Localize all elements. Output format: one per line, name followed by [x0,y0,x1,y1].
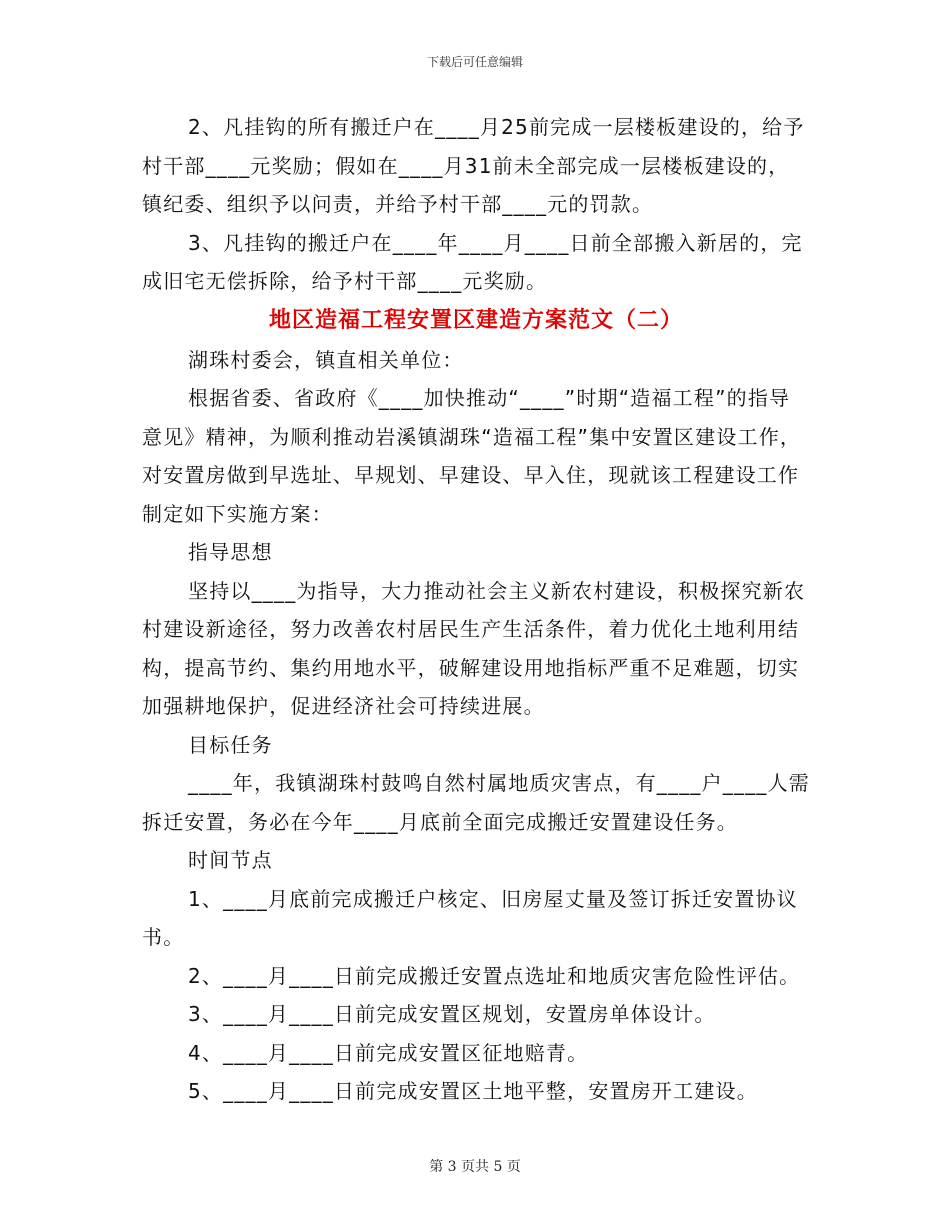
paragraph-reward-2: 2、凡挂钩的所有搬迁户在____月25前完成一层楼板建设的，给予村干部____元奖励；假如在____月31前未全部完成一层楼板建设的，镇纪委、组织予以问责，并给予村干部____元的罚款。 [142,115,805,216]
timeline-item-5: 5、____月____日前完成安置区土地平整，安置房开工建设。 [188,1079,758,1103]
timeline-item-2: 2、____月____日前完成搬迁安置点选址和地质灾害危险性评估。 [188,963,801,988]
document-body [142,108,810,1111]
timeline-item-3: 3、____月____日前完成安置区规划，安置房单体设计。 [188,1002,716,1026]
page-footer: 第 3 页共 5 页 [429,1159,521,1175]
timeline-item-1: 1、____月底前完成搬迁户核定、旧房屋丈量及签订拆迁安置协议书。 [142,886,798,949]
heading-timeline: 时间节点 [188,848,273,872]
heading-target-task: 目标任务 [188,732,273,757]
paragraph-addressee: 湖珠村委会，镇直相关单位： [188,347,464,372]
page-header: 下载后可任意编辑 [426,55,523,69]
paragraph-target-task: ____年，我镇湖珠村鼓鸣自然村属地质灾害点，有____户____人需拆迁安置，务必在今年____月底前全面完成搬迁安置建设任务。 [142,771,810,834]
heading-guiding-thought: 指导思想 [188,540,273,564]
paragraph-basis: 根据省委、省政府《____加快推动“____”时期“造福工程”的指导意见》精神，为顺利推动岩溪镇湖珠“造福工程”集中安置区建设工作，对安置房做到早选址、早规划、早建设、早入住，现就该工程建设工作制定如下实施方案： [142,386,802,526]
section-title: 地区造福工程安置区建造方案范文（二） [268,307,683,333]
timeline-item-4: 4、____月____日前完成安置区征地赔青。 [188,1040,589,1065]
paragraph-reward-3: 3、凡挂钩的搬迁户在____年____月____日前全部搬入新居的，完成旧宅无偿拆除，给予村干部____元奖励。 [142,230,803,293]
paragraph-guiding-thought: 坚持以____为指导，大力推动社会主义新农村建设，积极探究新农村建设新途径，努力改善农村居民生产生活条件，着力优化土地利用结构，提高节约、集约用地水平，破解建设用地指标严重不足难题，切实加强耕地保护，促进经济社会可持续进展。 [142,578,806,718]
